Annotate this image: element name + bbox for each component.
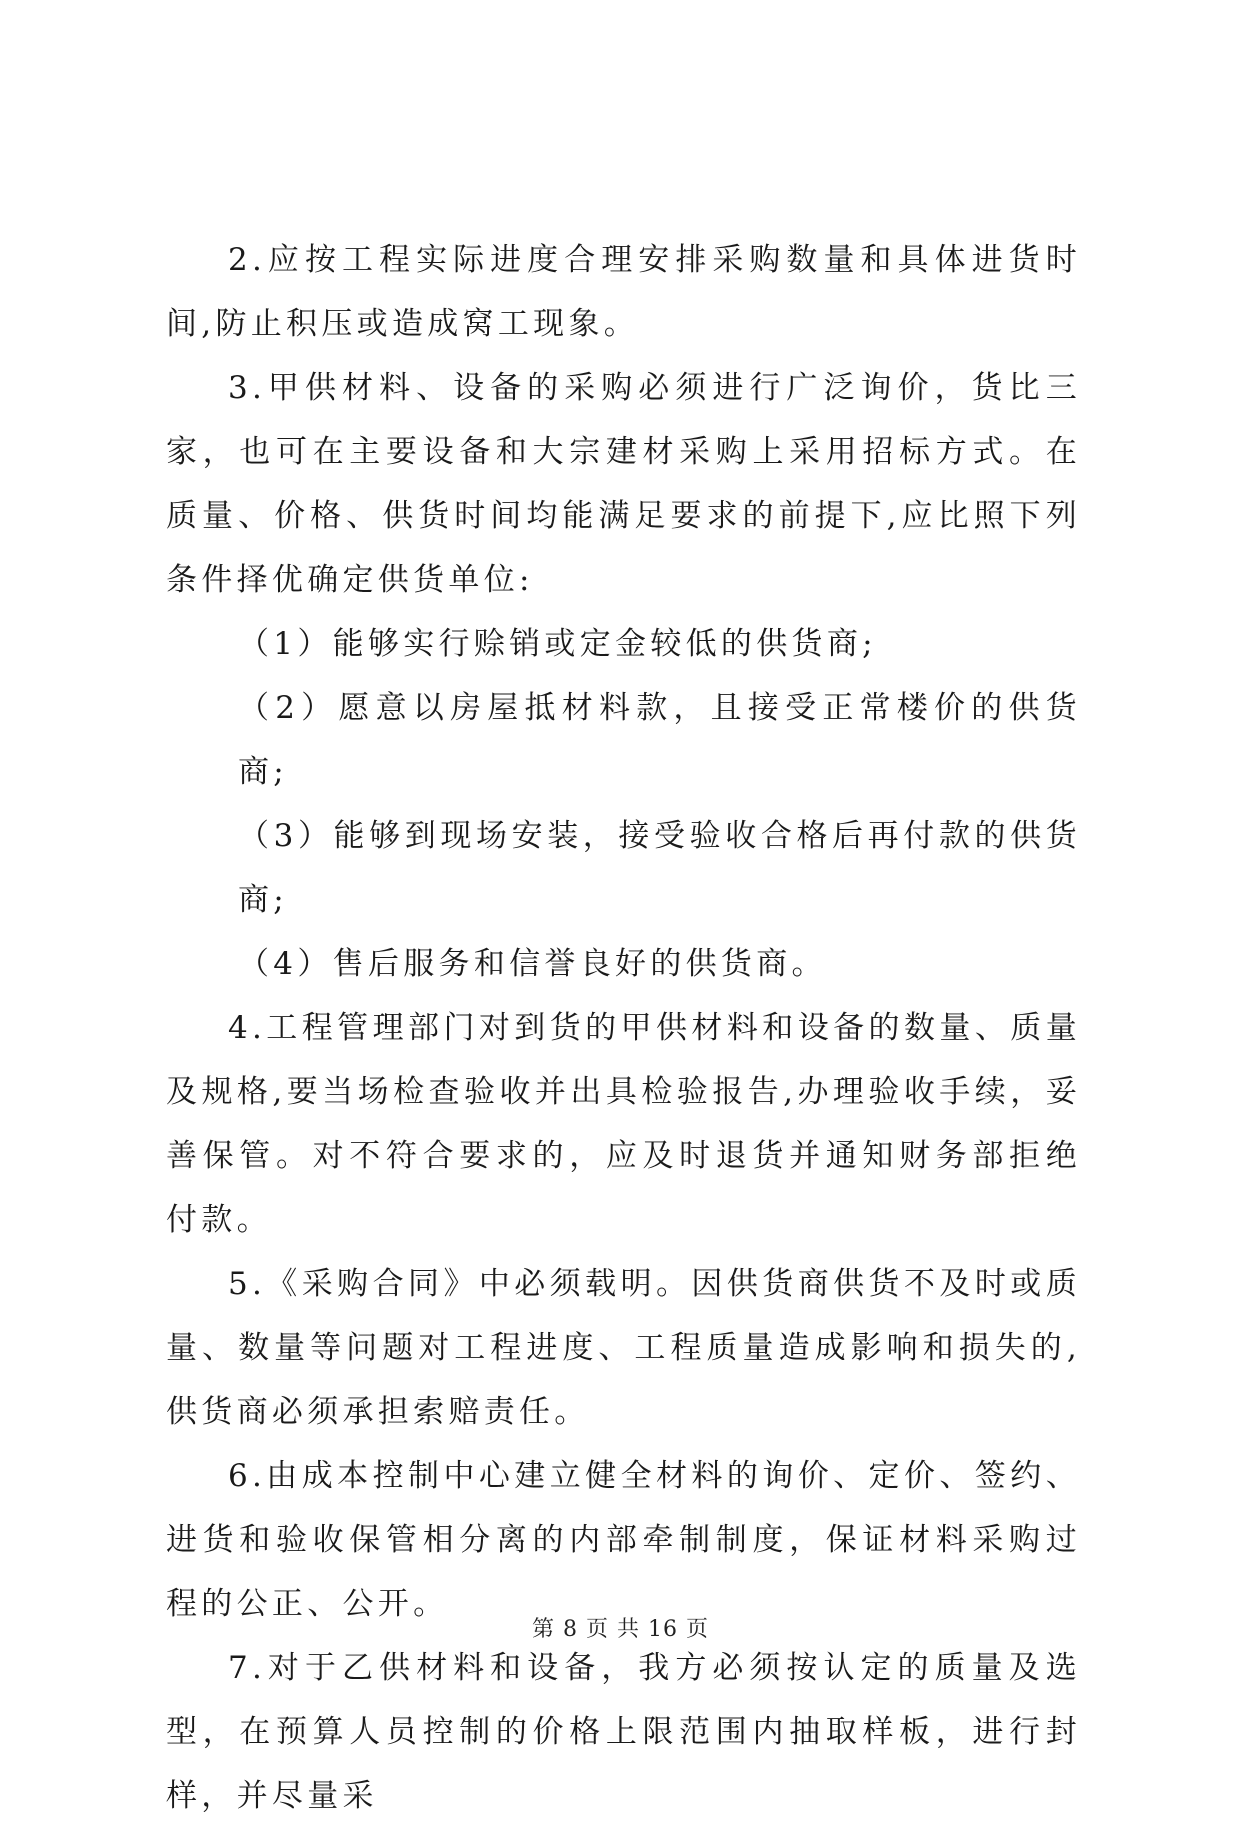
- list-item-condition-4: （4）售后服务和信誉良好的供货商。: [238, 946, 827, 982]
- list-item-condition-3: （3）能够到现场安装，接受验收合格后再付款的供货商;: [238, 818, 1081, 918]
- paragraph-item-2: 2.应按工程实际进度合理安排采购数量和具体进货时间,防止积压或造成窝工现象。: [166, 242, 1081, 342]
- page-number-label: 第 8 页 共 16 页: [532, 1617, 709, 1642]
- paragraph-item-5: 5.《采购合同》中必须载明。因供货商供货不及时或质量、数量等问题对工程进度、工程质量造成影响和损失的,供货商必须承担索赔责任。: [166, 1266, 1081, 1430]
- paragraph-item-7: 7.对于乙供材料和设备，我方必须按认定的质量及选型，在预算人员控制的价格上限范围内抽取样板，进行封样，并尽量采: [166, 1650, 1081, 1814]
- page-footer: [0, 1612, 1241, 1643]
- paragraph-item-6: 6.由成本控制中心建立健全材料的询价、定价、签约、进货和验收保管相分离的内部牵制制度，保证材料采购过程的公正、公开。: [166, 1458, 1081, 1622]
- document-body: [166, 228, 1081, 1828]
- paragraph-item-4: 4.工程管理部门对到货的甲供材料和设备的数量、质量及规格,要当场检查验收并出具检验报告,办理验收手续，妥善保管。对不符合要求的，应及时退货并通知财务部拒绝付款。: [166, 1010, 1081, 1238]
- list-item-condition-1: （1）能够实行赊销或定金较低的供货商;: [238, 626, 877, 662]
- paragraph-item-3: 3.甲供材料、设备的采购必须进行广泛询价，货比三家，也可在主要设备和大宗建材采购上采用招标方式。在质量、价格、供货时间均能满足要求的前提下,应比照下列条件择优确定供货单位:: [166, 370, 1081, 598]
- list-item-condition-2: （2）愿意以房屋抵材料款，且接受正常楼价的供货商;: [238, 690, 1081, 790]
